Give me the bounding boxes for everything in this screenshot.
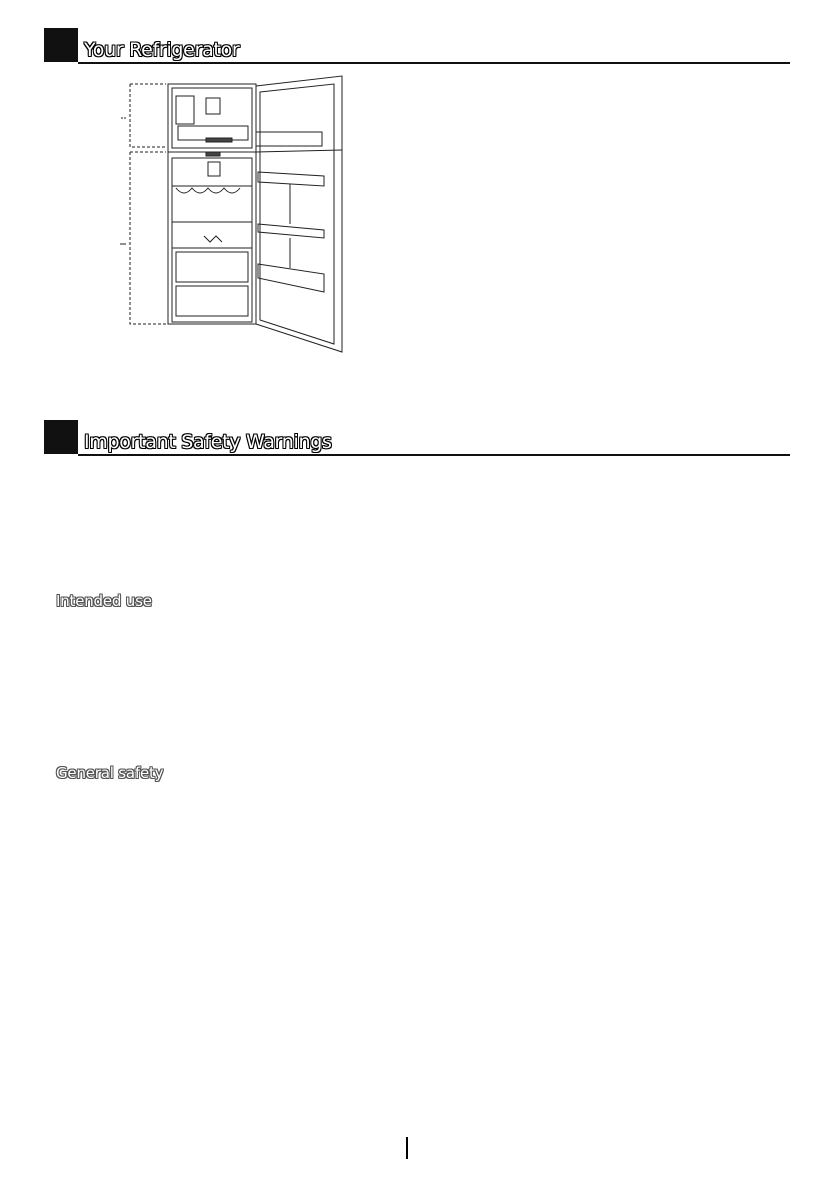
door-shelf <box>258 172 324 186</box>
door-shelf <box>258 224 324 238</box>
page-number-marker <box>406 1137 408 1159</box>
section-underline <box>78 454 790 456</box>
section-title: Your Refrigerator <box>84 39 240 61</box>
door-shelf <box>258 264 324 292</box>
section-title: Important Safety Warnings <box>84 431 332 453</box>
section-marker-block <box>44 420 78 454</box>
refrigerator-illustration <box>118 72 348 362</box>
cabinet-outline <box>168 84 256 324</box>
section-marker-block <box>44 28 78 62</box>
section-header-your-refrigerator <box>44 28 790 64</box>
subheading-intended-use: Intended use <box>56 592 152 610</box>
section-underline <box>78 62 790 64</box>
subheading-general-safety: General safety <box>56 764 164 782</box>
door-outline <box>256 76 342 352</box>
freezer-bracket <box>130 84 166 147</box>
section-header-important-safety-warnings <box>44 420 790 456</box>
fridge-bracket <box>130 152 166 324</box>
